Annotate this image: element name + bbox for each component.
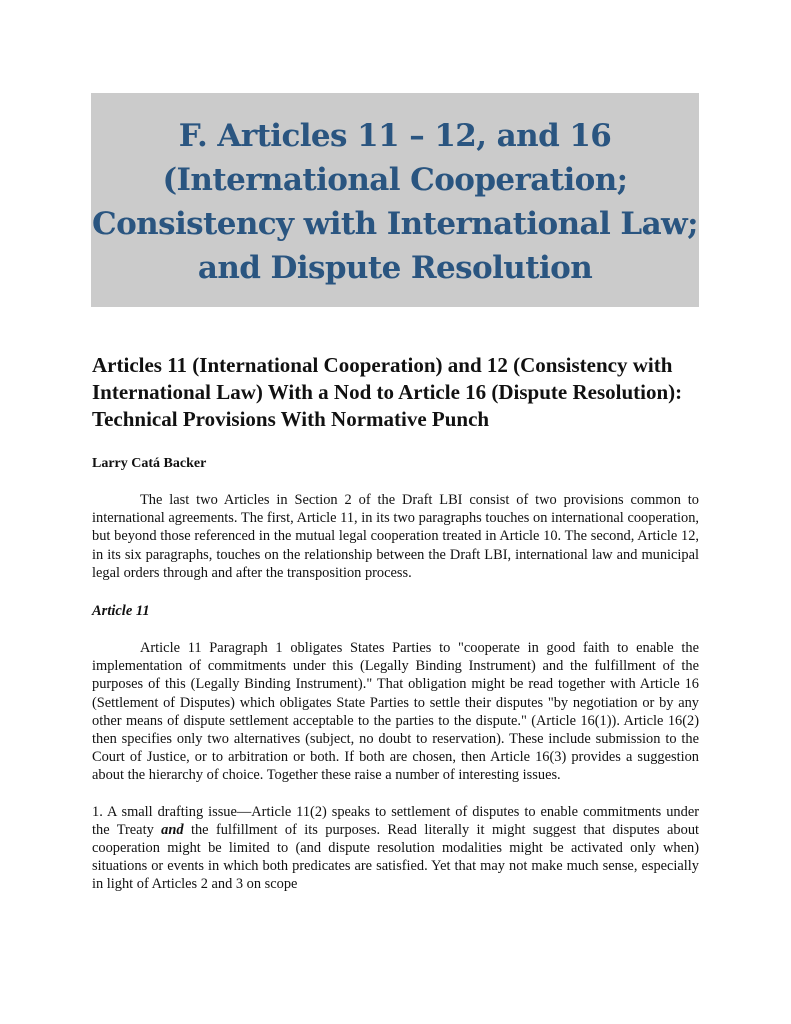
banner-title-line-1: F. Articles 11 – 12, and 16 (178, 118, 612, 154)
banner-title-line-2: (International Cooperation; (162, 162, 628, 198)
point-1-text-end: the fulfillment of its purposes. Read literally it might suggest that disputes about cooperation might be limited to (and dispute resolution modalities might be activated only when) situations or events in which both predicates are satisfied. Yet that may not make much sense, especially in light of Articles 2 and 3 on scope (92, 821, 700, 893)
point-1-paragraph (92, 803, 699, 894)
article-content (92, 352, 699, 894)
article-11-paragraph: Article 11 Paragraph 1 obligates States Parties to "cooperate in good faith to enable the implementation of commitments under this (Legally Binding Instrument) and the fulfillment of the purposes of this (Legally Binding Instrument)." That obligation might be read together with Article 16 (Settlement of Disputes) which obligates State Parties to settle their disputes "by negotiation or by any other means of dispute settlement acceptable to the parties to the dispute." (Article 16(1)). Article 16(2) then specifies only two alternatives (subject, no doubt to reservation). These include submission to the Court of Justice, or to arbitration or both. If both are chosen, then Article 16(3) provides a suggestion about the hierarchy of choice. Together these raise a number of interesting issues. (92, 640, 699, 784)
author-name: Larry Catá Backer (92, 456, 207, 471)
article-title: Articles 11 (International Cooperation) and 12 (Consistency with International Law) With a Nod to Article 16 (Dispute Resolution): Technical Provisions With Normative Punch (92, 353, 683, 431)
banner-title-line-3: Consistency with International Law; (92, 206, 698, 242)
point-1-emphasis: and (161, 821, 184, 838)
section-heading-article-11: Article 11 (92, 603, 150, 620)
point-1-text-start: 1. A small drafting issue—Article 11(2) speaks to settlement of disputes to enable commitments under the Treaty (92, 803, 699, 838)
banner-title-line-4: and Dispute Resolution (197, 250, 593, 286)
section-banner (91, 93, 699, 307)
intro-paragraph: The last two Articles in Section 2 of the Draft LBI consist of two provisions common to international agreements. The first, Article 11, in its two paragraphs touches on international cooperation, but beyond those referenced in the mutual legal cooperation treated in Article 10. The second, Article 12, in its six paragraphs, touches on the relationship between the Draft LBI, international law and municipal legal orders through and after the transposition process. (92, 492, 699, 581)
